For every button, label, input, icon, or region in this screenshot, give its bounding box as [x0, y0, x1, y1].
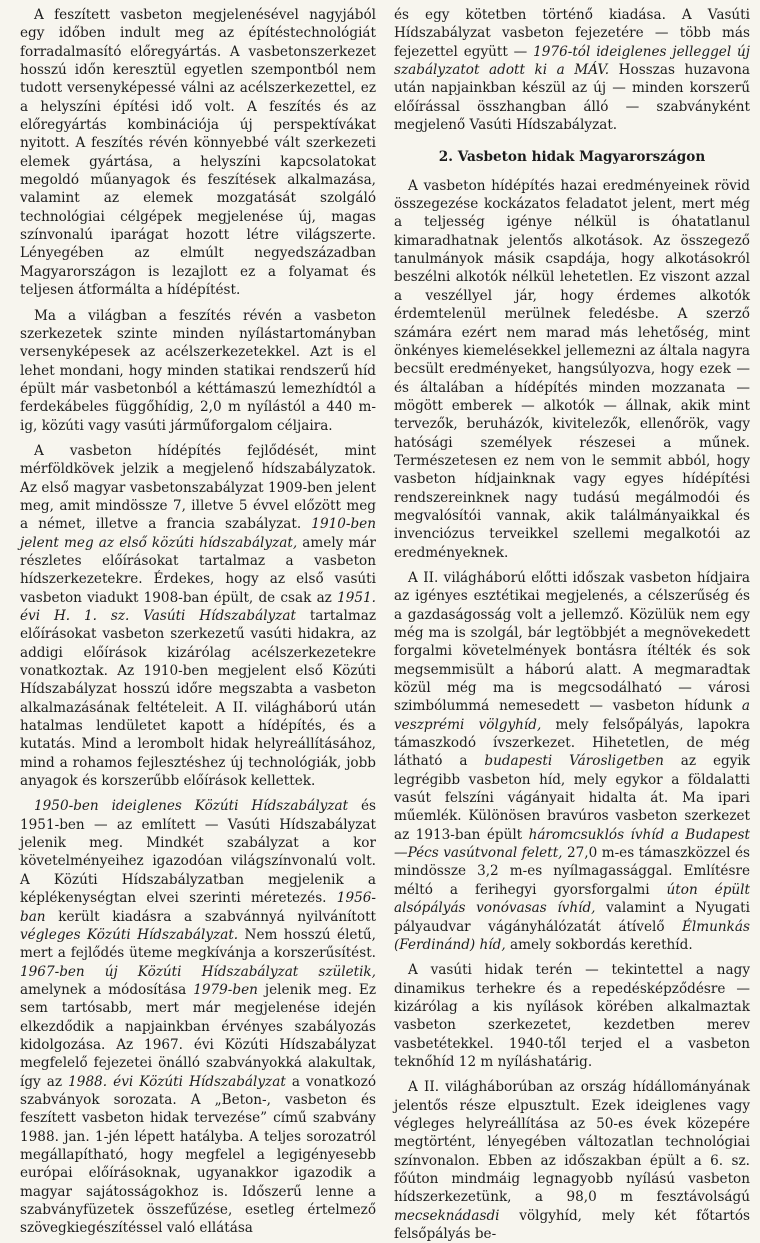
text-run: a vonatkozó szabványok sorozata. A „Beton-, vasbeton és feszített vasbeton hidak tervezése” című szabvány 1988. jan. 1-jén lépett hatályba. A teljes sorozatról megállapítható, hogy megfelel a legigényesebb európai előírásoknak, ugyanakkor igazodik a magyar sajátosságokhoz is. Időszerű lenne a szabványfüzetek összefűzése, esetleg értelmező szövegkiegészítéssel való ellátása — [20, 1073, 377, 1237]
text-run: A vasbeton hídépítés hazai eredményeinek rövid összegezése kockázatos feladatot jelent, mert még a teljesség igénye nélkül is óhatatlanul kimaradhatnak jelentős alkotások. Az összegező tanulmányok másik csapdája, hogy alkotásokról beszélni alkotók nélkül lehetetlen. Ez viszont azzal a veszéllyel jár, hogy érdemes alkotók érdemtelenül merülnek feledésbe. A szerző számára ezért nem marad más lehetőség, mint önkényes kiemelésekkel jellemezni az általa nagyra becsült eredményeket, hangsúlyozva, hogy ezek — és általában a hídépítés minden mozzanata — mögött emberek — alkotók — állnak, akik mint tervezők, beruházók, kivitelezők, ellenőrök, vagy hatósági személyek részesei a műnek. Természetesen ez nem von le semmit abból, hogy vasbeton hídjainknak vagy egyes hídépítési rendszereinknek nagy tudású megálmodói és megvalósítói vannak, akik találmányaikkal és invenciózus terveikkel szellemi megalkotói az eredményeknek. — [394, 177, 750, 561]
paragraph — [20, 797, 376, 1237]
emphasized-text: 1951. évi H. 1. sz. Vasúti Hídszabályzat — [20, 589, 376, 624]
text-run: és 1951-ben — az említett — Vasúti Hídszabályzat jelenik meg. Mindkét szabályzat a kor követelményeihez igazodóan világszínvonalú volt. A Közúti Hídszabályzatban megjelenik a képlékenységtan elvei szerinti méretezés. — [20, 798, 376, 907]
section-heading: 2. Vasbeton hidak Magyarországon — [438, 149, 706, 166]
paragraph — [394, 1078, 750, 1243]
left-column — [20, 6, 376, 1238]
paragraph — [394, 961, 750, 1071]
text-run: Hosszas huzavona után napjainkban készül az új — minden korszerű előírással összhangban álló — szabványként megjelenő Vasúti Hídszabályzat. — [394, 62, 750, 134]
text-run: völgyhíd, mely két főtartós felsőpályás be- — [394, 1207, 750, 1242]
text-run: A vasbeton hídépítés fejlődését, mint mérföldkövek jelzik a megjelenő hídszabályzatok. Az első magyar vasbetonszabályzat 1909-ben jelent meg, amit mindössze 7, illetve 5 évvel előzött meg a német, illetve a francia szabályzat. — [20, 442, 376, 533]
emphasized-text: budapesti Városligetben — [484, 753, 664, 770]
text-run: 27,0 m-es támaszközzel és mindössze 3,2 m-es nyílmagassággal. Említésre méltó a ferihegyi gyorsforgalmi — [394, 845, 751, 898]
emphasized-text: 1976-tól ideiglenes jelleggel új szabályzatot adott ki a MÁV. — [394, 43, 750, 79]
text-run: az egyik legrégibb vasbeton híd, mely egykor a földalatti vasút felszíni vágányait hidalta át. Ma ipari műemlék. Különösen bravúros vasbeton szerkezet az 1913-ban épült — [394, 753, 750, 843]
emphasized-text: Élmunkás (Ferdinánd) híd, — [394, 918, 750, 953]
right-column — [394, 6, 750, 1243]
paragraph — [20, 6, 376, 300]
text-run: tartalmaz előírásokat vasbeton szerkezetű vasúti hidakra, az addigi előírások kizárólag acélszerkezetekre vonatkoztak. Az 1910-ben megjelent első Közúti Hídszabályzat hosszú időre megszabta a vasbeton alkalmazásának feltételeit. A II. világháború után hatalmas lendületet kapott a hídépítés, és a kutatás. Mind a lerombolt hidak helyreállításához, mind a rohamos fejlesztéshez új technológiák, jobb anyagok és korszerűbb előírások kellettek. — [20, 608, 376, 790]
emphasized-text: 1950-ben ideiglenes Közúti Hídszabályzat — [34, 798, 349, 815]
emphasized-text: 1979-ben — [193, 981, 258, 998]
text-run: A vasúti hidak terén — tekintettel a nagy dinamikus terhekre és a repedésképződésre — kizárólag a kis nyílások körében alkalmaztak vasbeton szerkezetet, kezdetben merev vasbetétekkel. 1940-től terjed el a vasbeton teknőhíd 12 m nyíláshatárig. — [394, 962, 750, 1070]
emphasized-text: úton épült alsópályás vonóvasas ívhíd, — [394, 881, 750, 917]
text-run: A II. világháború előtti időszak vasbeton hídjaira az igényes esztétikai megjelenés, a célszerűség és a gazdaságosság volt a jellemző. Közülük nem egy még ma is szolgál, bár legtöbbjét a megnövekedett forgalmi követelmények bontásra ítélték és sok megsemmisült a háború alatt. A megmaradtak közül még ma is megcsodálható — városi szimbólummá nemesedett — vasbeton hídunk — [394, 569, 750, 715]
text-run: és egy kötetben történő kiadása. A Vasúti Hídszabályzat vasbeton fejezetére — több más fejezettel együtt — — [394, 7, 750, 60]
text-run: mely felsőpályás, lapokra támaszkodó ívszerkezet. Hihetetlen, de még látható a — [394, 716, 750, 770]
paragraph-continued — [394, 6, 750, 134]
text-run: amely sokbordás kerethíd. — [505, 936, 693, 953]
text-run: Nem hosszú életű, mert a fejlődés üteme megkívánja a korszerűsítést. — [20, 926, 377, 962]
text-run: A feszített vasbeton megjelenésével nagyjából egy időben indult meg az építéstechnológiát forradalmasító előregyártás. A vasbetonszerkezet hosszú időn keresztül egyetlen szempontból nem tudott versenyképessé válni az acélszerkezettel, ez a helyszíni építési idő volt. A feszítés és az előregyártás kombinációja új perspektívákat nyitott. A feszítés révén könnyebbé vált szerkezeti elemek gyártása, a helyszíni kapcsolatokat megoldó műanyagok és feszítések alkalmazása, valamint az elemek mozgatását szolgáló technológiai célgépek megjelenése új, magas színvonalú iparágat hozott létre világszerte. Lényegében az elmúlt negyedszázadban Magyarországon is lezajlott ez a folyamat és teljesen átformálta a hídépítést. — [20, 7, 376, 299]
emphasized-text: háromcsuklós ívhíd a Budapest—Pécs vasútvonal felett, — [394, 826, 750, 862]
text-run: A II. világháborúban az ország hídállományának jelentős része elpusztult. Ezek ideiglenes vagy végleges helyreállítása az 50-es évek közepére megtörtént, lényegében változatlan technológiai színvonalon. Ebben az időszakban épült a 6. sz. főúton mindmáig legnagyobb nyílású vasbeton hídszerkezetünk, a 98,0 m fesztávolságú — [394, 1079, 750, 1206]
emphasized-text: 1988. évi Közúti Hídszabályzat — [68, 1073, 286, 1090]
emphasized-text: 1967-ben új Közúti Hídszabályzat születik, — [20, 963, 376, 980]
text-run: jelenik meg. Ez sem tartósabb, mert már megjelenése idején elkezdődik a napjainkban érvényes szabályozás kidolgozása. Az 1967. évi Közúti Hídszabályzat megfelelő fejezetei önálló szabványokká alakultak, így az — [20, 981, 376, 1090]
text-run: Ma a világban a feszítés révén a vasbeton szerkezetek szinte minden nyílástartományban versenyképesek az acélszerkezetekkel. Azt is el lehet mondani, hogy minden statikai rendszerű híd épült már vasbetonból a kéttámaszú lemezhídtól a ferdekábeles függőhídig, 2,0 m nyílástól a 440 m-ig, közúti vagy vasúti járműforgalom céljaira. — [20, 307, 376, 434]
paragraph — [394, 177, 750, 562]
text-run: amely már részletes előírásokat tartalmaz a vasbeton hídszerkezetekre. Érdekes, hogy az első vasúti vasbeton viadukt 1908-ban épült, de csak az — [20, 534, 376, 606]
emphasized-text: 1956-ban — [20, 890, 376, 925]
emphasized-text: végleges Közúti Hídszabályzat. — [20, 926, 239, 943]
text-run: valamint a Nyugati pályaudvar vágányhálózatát átívelő — [394, 900, 750, 935]
paragraph — [20, 307, 376, 435]
paragraph — [20, 442, 376, 791]
emphasized-text: mecseknádasdi — [394, 1207, 500, 1224]
emphasized-text: a veszprémi völgyhíd, — [394, 698, 750, 733]
text-run: került kiadásra a szabvánnyá nyilvánított — [45, 908, 376, 925]
paragraph — [394, 569, 750, 954]
emphasized-text: 1910-ben jelent meg az első közúti hídszabályzat, — [20, 516, 376, 551]
text-run: amelynek a módosítása — [20, 981, 194, 998]
